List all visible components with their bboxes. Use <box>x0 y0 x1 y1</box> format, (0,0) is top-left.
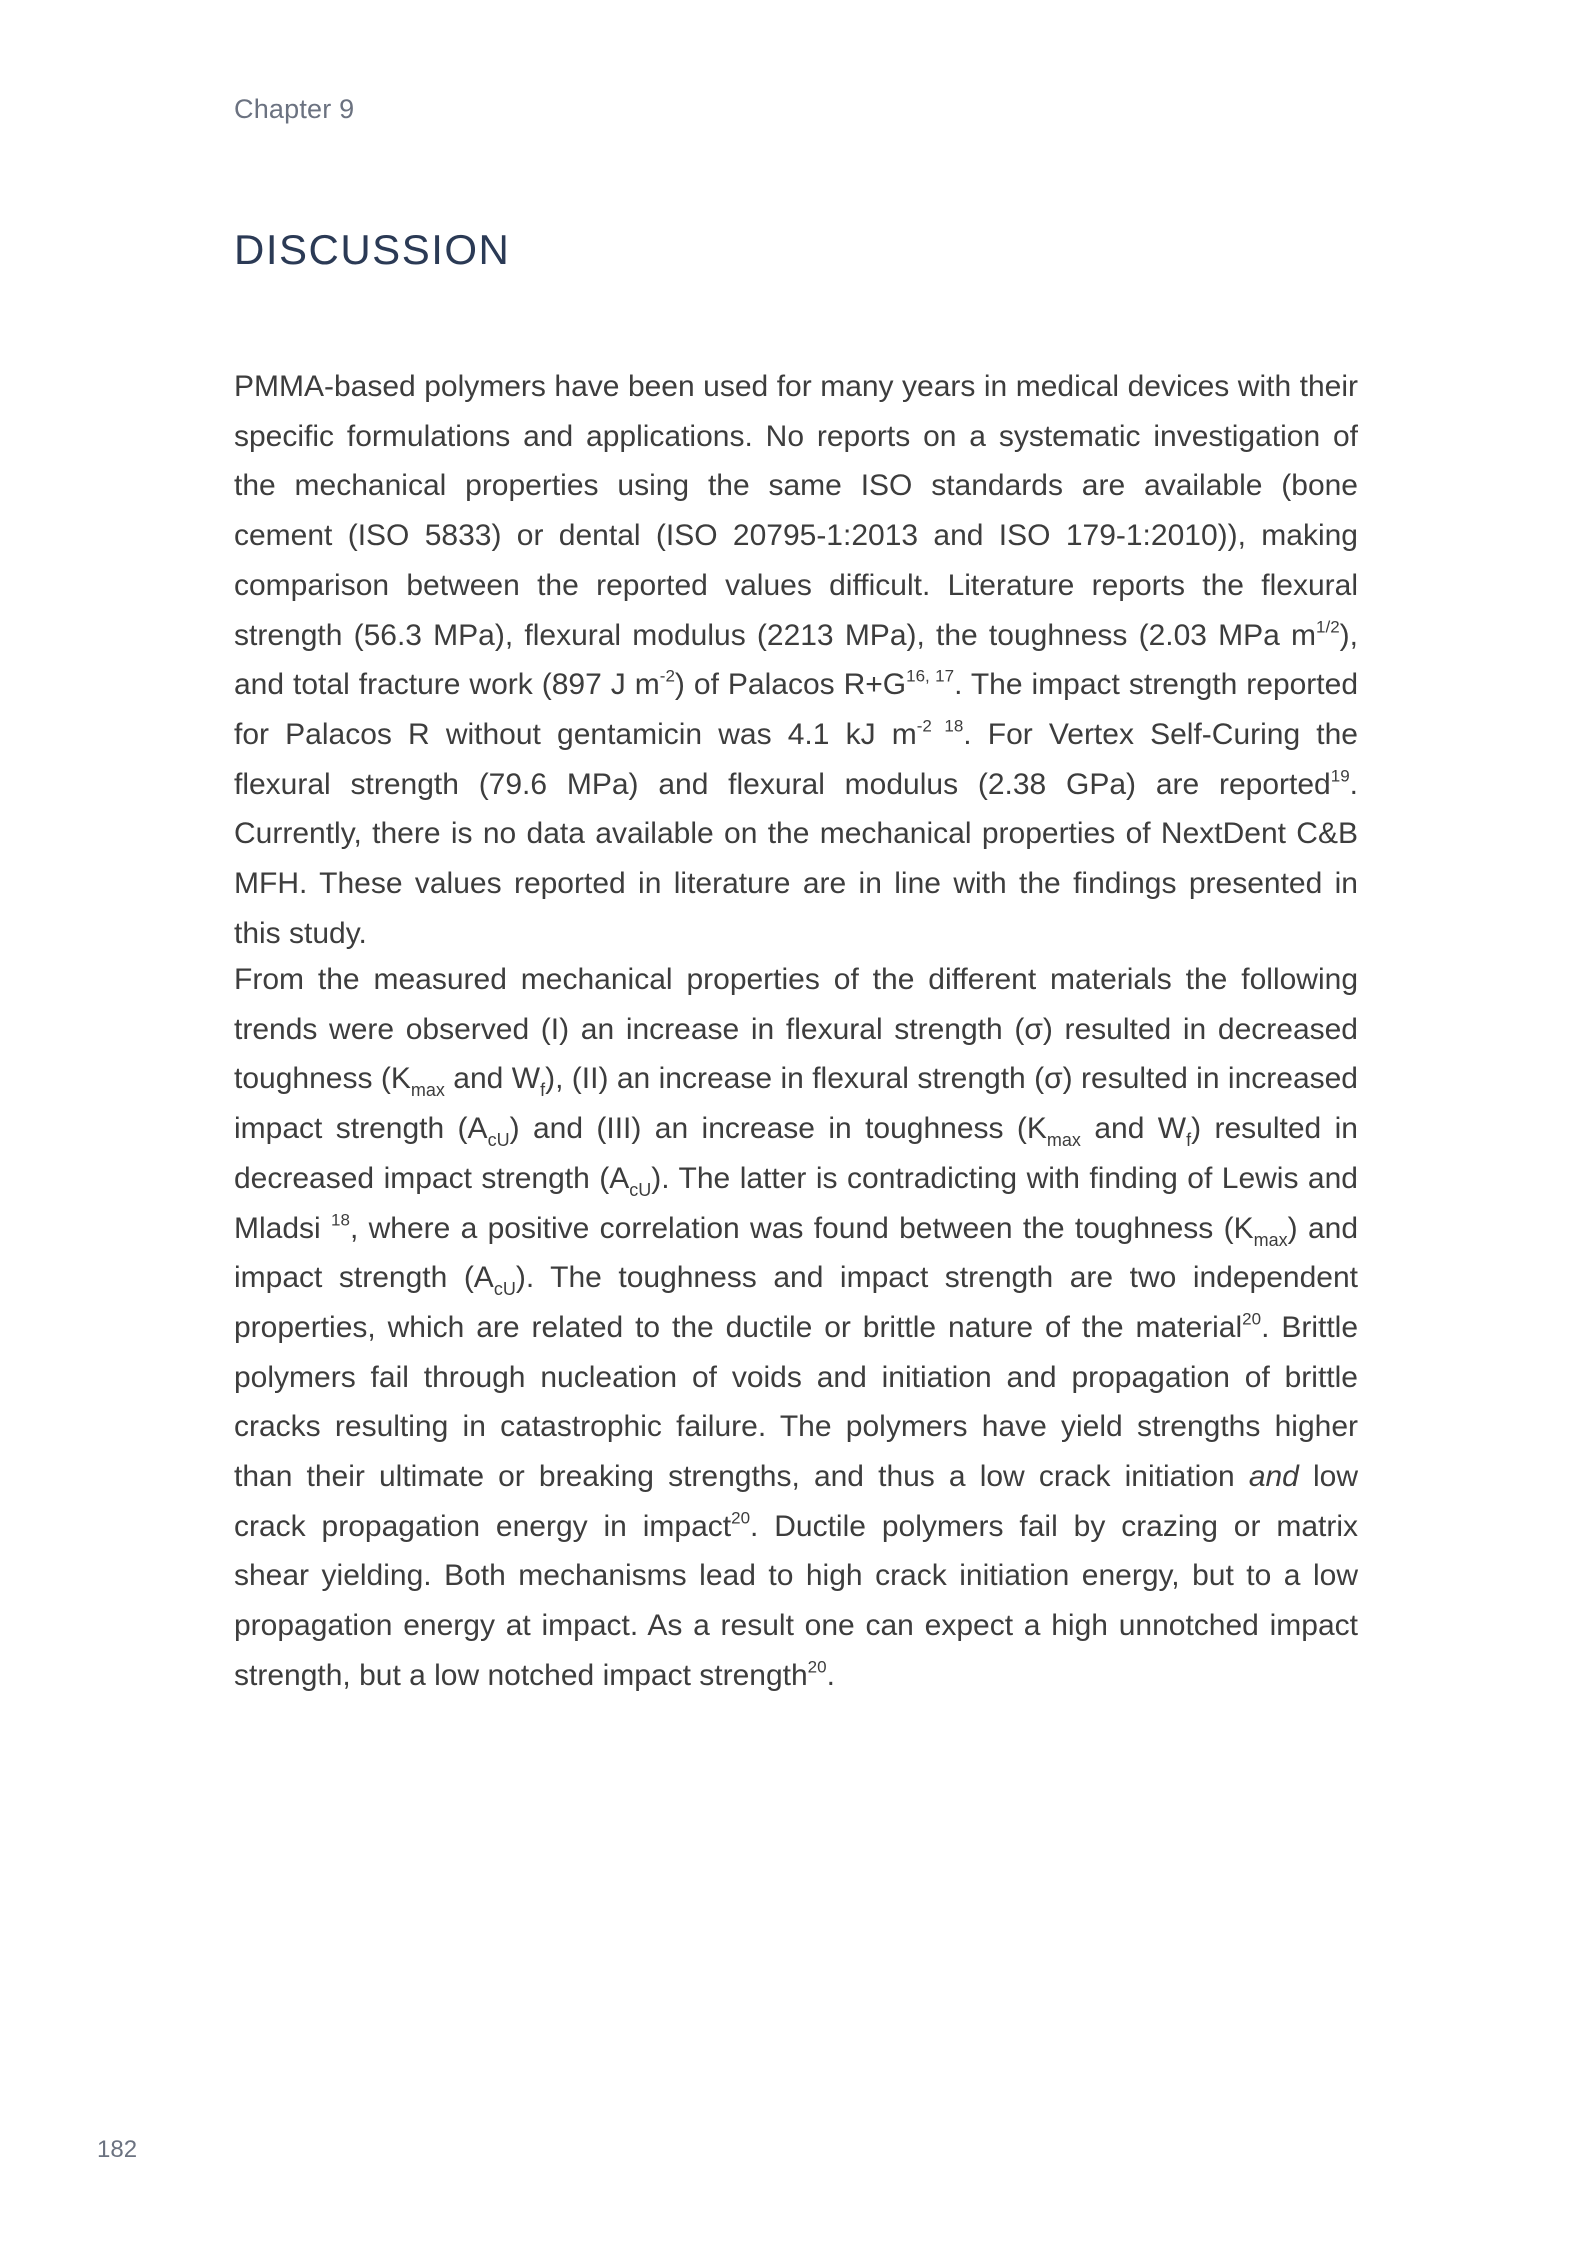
page-number: 182 <box>97 2136 138 2163</box>
text-run: . <box>826 1658 835 1692</box>
subscript: f <box>1186 1130 1192 1151</box>
superscript-exponent: -2 <box>659 666 675 686</box>
text-run: , where a positive correlation was found between the toughness (K <box>349 1211 1254 1245</box>
discussion-paragraph-1 <box>234 362 1358 958</box>
text-run: PMMA-based polymers have been used for many years in medical devices with their specific formulations and applications. No reports on a systematic investigation of the mechanical properties using the same ISO standards are available (bone cement (ISO 5833) or dental (ISO 20795-1:2013 and ISO 179-1:2010)), making comparison between the reported values difficult. Literature reports the flexural strength (56.3 MPa), flexural modulus (2213 MPa), the toughness (2.03 MPa m <box>234 370 1358 652</box>
subscript: cU <box>487 1130 510 1151</box>
running-header: Chapter 9 <box>234 94 355 124</box>
text-run: and W <box>444 1062 541 1096</box>
text-run: ), (II) an increase in flexural strength (σ) resulted in increased impact strength (A <box>234 1062 1358 1146</box>
subscript: max <box>1046 1130 1081 1151</box>
subscript: f <box>540 1080 546 1101</box>
citation-ref: -2 18 <box>916 716 964 736</box>
text-run: . The impact strength reported for Palacos R without gentamicin was 4.1 kJ m <box>234 668 1359 751</box>
text-run: . For Vertex Self-Curing the flexural strength (79.6 MPa) and flexural modulus (2.38 GPa) are reported <box>234 717 1358 801</box>
text-run: . Currently, there is no data available on the mechanical properties of NextDent C&B MFH. These values reported in literature are in line with the findings presented in this study. <box>234 767 1358 950</box>
subscript: cU <box>629 1179 652 1200</box>
emphasis-text: and <box>1248 1460 1299 1494</box>
citation-ref: 20 <box>731 1507 751 1527</box>
text-run: ). The latter is contradicting with finding of Lewis and Mladsi <box>234 1161 1358 1245</box>
text-run: . Brittle polymers fail through nucleation of voids and initiation and propagation of brittle cracks resulting in catastrophic failure. The polymers have yield strengths higher than their ultimate or breaking strengths, and thus a low crack initiation <box>234 1310 1359 1494</box>
citation-ref: 18 <box>331 1209 350 1229</box>
subscript: cU <box>493 1279 516 1300</box>
text-run: ) and impact strength (A <box>234 1211 1359 1295</box>
text-run: and W <box>1080 1112 1187 1146</box>
citation-ref: 20 <box>807 1657 827 1677</box>
text-run: ). The toughness and impact strength are two independent properties, which are related to the ductile or brittle nature of the material <box>234 1261 1358 1344</box>
text-run: ) and (III) an increase in toughness (K <box>509 1112 1047 1146</box>
text-run: ) resulted in decreased impact strength (A <box>234 1112 1358 1195</box>
discussion-paragraph-2 <box>234 955 1358 1701</box>
text-run: . Ductile polymers fail by crazing or matrix shear yielding. Both mechanisms lead to high crack initiation energy, but to a low propagation energy at impact. As a result one can expect a high unnotched impact strength, but a low notched impact strength <box>234 1509 1359 1692</box>
text-run: ) of Palacos R+G <box>674 668 907 702</box>
text-run: low crack propagation energy in impact <box>234 1460 1358 1543</box>
citation-ref: 16, 17 <box>906 666 955 686</box>
subscript: max <box>410 1080 445 1101</box>
citation-ref: 19 <box>1330 765 1350 785</box>
superscript-exponent: 1/2 <box>1316 616 1340 636</box>
text-run: ), and total fracture work (897 J m <box>234 618 1358 702</box>
citation-ref: 20 <box>1242 1309 1262 1329</box>
text-run: From the measured mechanical properties of the different materials the following trends were observed (I) an increase in flexural strength (σ) resulted in decreased toughness (K <box>234 963 1358 1096</box>
section-title: DISCUSSION <box>234 226 511 273</box>
subscript: max <box>1253 1229 1288 1250</box>
